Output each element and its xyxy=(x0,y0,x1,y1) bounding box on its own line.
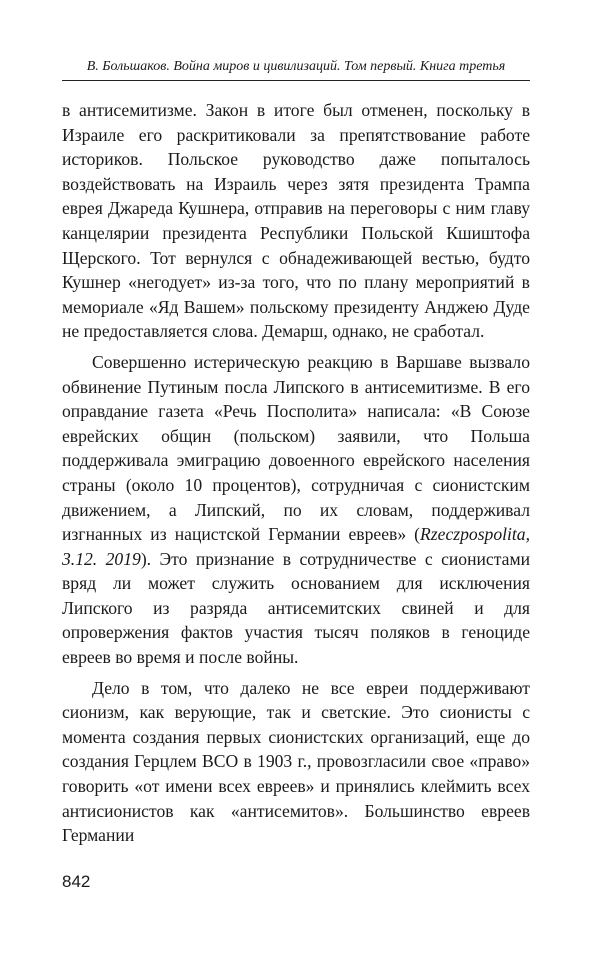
body-text xyxy=(62,98,530,854)
paragraph-1: в антисемитизме. Закон в итоге был отменен, поскольку в Израиле его раскритиковали за препятствование работе историков. Польское руководство даже попыталось воздействовать на Израиль через зятя президента Трампа еврея Джареда Кушнера, отправив на переговоры с ним главу канцелярии президента Республики Польской Кшиштофа Щерского. Тот вернулся с обнадеживающей вестью, будто Кушнер «негодует» из-за того, что по плану мероприятий в мемориале «Яд Вашем» польскому президенту Анджею Дуде не предоставляется слова. Демарш, однако, не сработал. xyxy=(62,100,530,342)
citation: Rzeczpospolita, 3.12. 2019 xyxy=(62,524,530,569)
paragraph-2 xyxy=(62,350,530,670)
paragraph-2-text-end: ). Это признание в сотрудничестве с сионистами вряд ли может служить основанием для исключения Липского из разряда антисемитских свиней и для опровержения фактов участия тысяч поляков в геноциде евреев во время и после войны. xyxy=(62,548,530,668)
page-number: 842 xyxy=(62,872,91,891)
paragraph-2-text-start: Совершенно истерическую реакцию в Варшаве вызвало обвинение Путиным посла Липского в антисемитизме. В его оправдание газета «Речь Посполита» написала: «В Союзе еврейских общин (польском) заявили, что Польша поддерживала эмиграцию довоенного еврейского населения страны (около 10 процентов), сотрудничая с сионистским движением, а Липский, по их словам, поддерживал изгнанных из нацистской Германии евреев» ( xyxy=(62,351,530,545)
running-header: В. Большаков. Война миров и цивилизаций. Том первый. Книга третья xyxy=(62,58,530,81)
paragraph-3: Дело в том, что далеко не все евреи поддерживают сионизм, как верующие, так и светские. Это сионисты с момента создания первых сионистских организаций, еще до создания Герцлем ВСО в 1903 г., провозгласили свое «право» говорить «от имени всех евреев» и принялись клеймить всех антисионистов как «антисемитов». Большинство евреев Германии xyxy=(62,677,530,846)
